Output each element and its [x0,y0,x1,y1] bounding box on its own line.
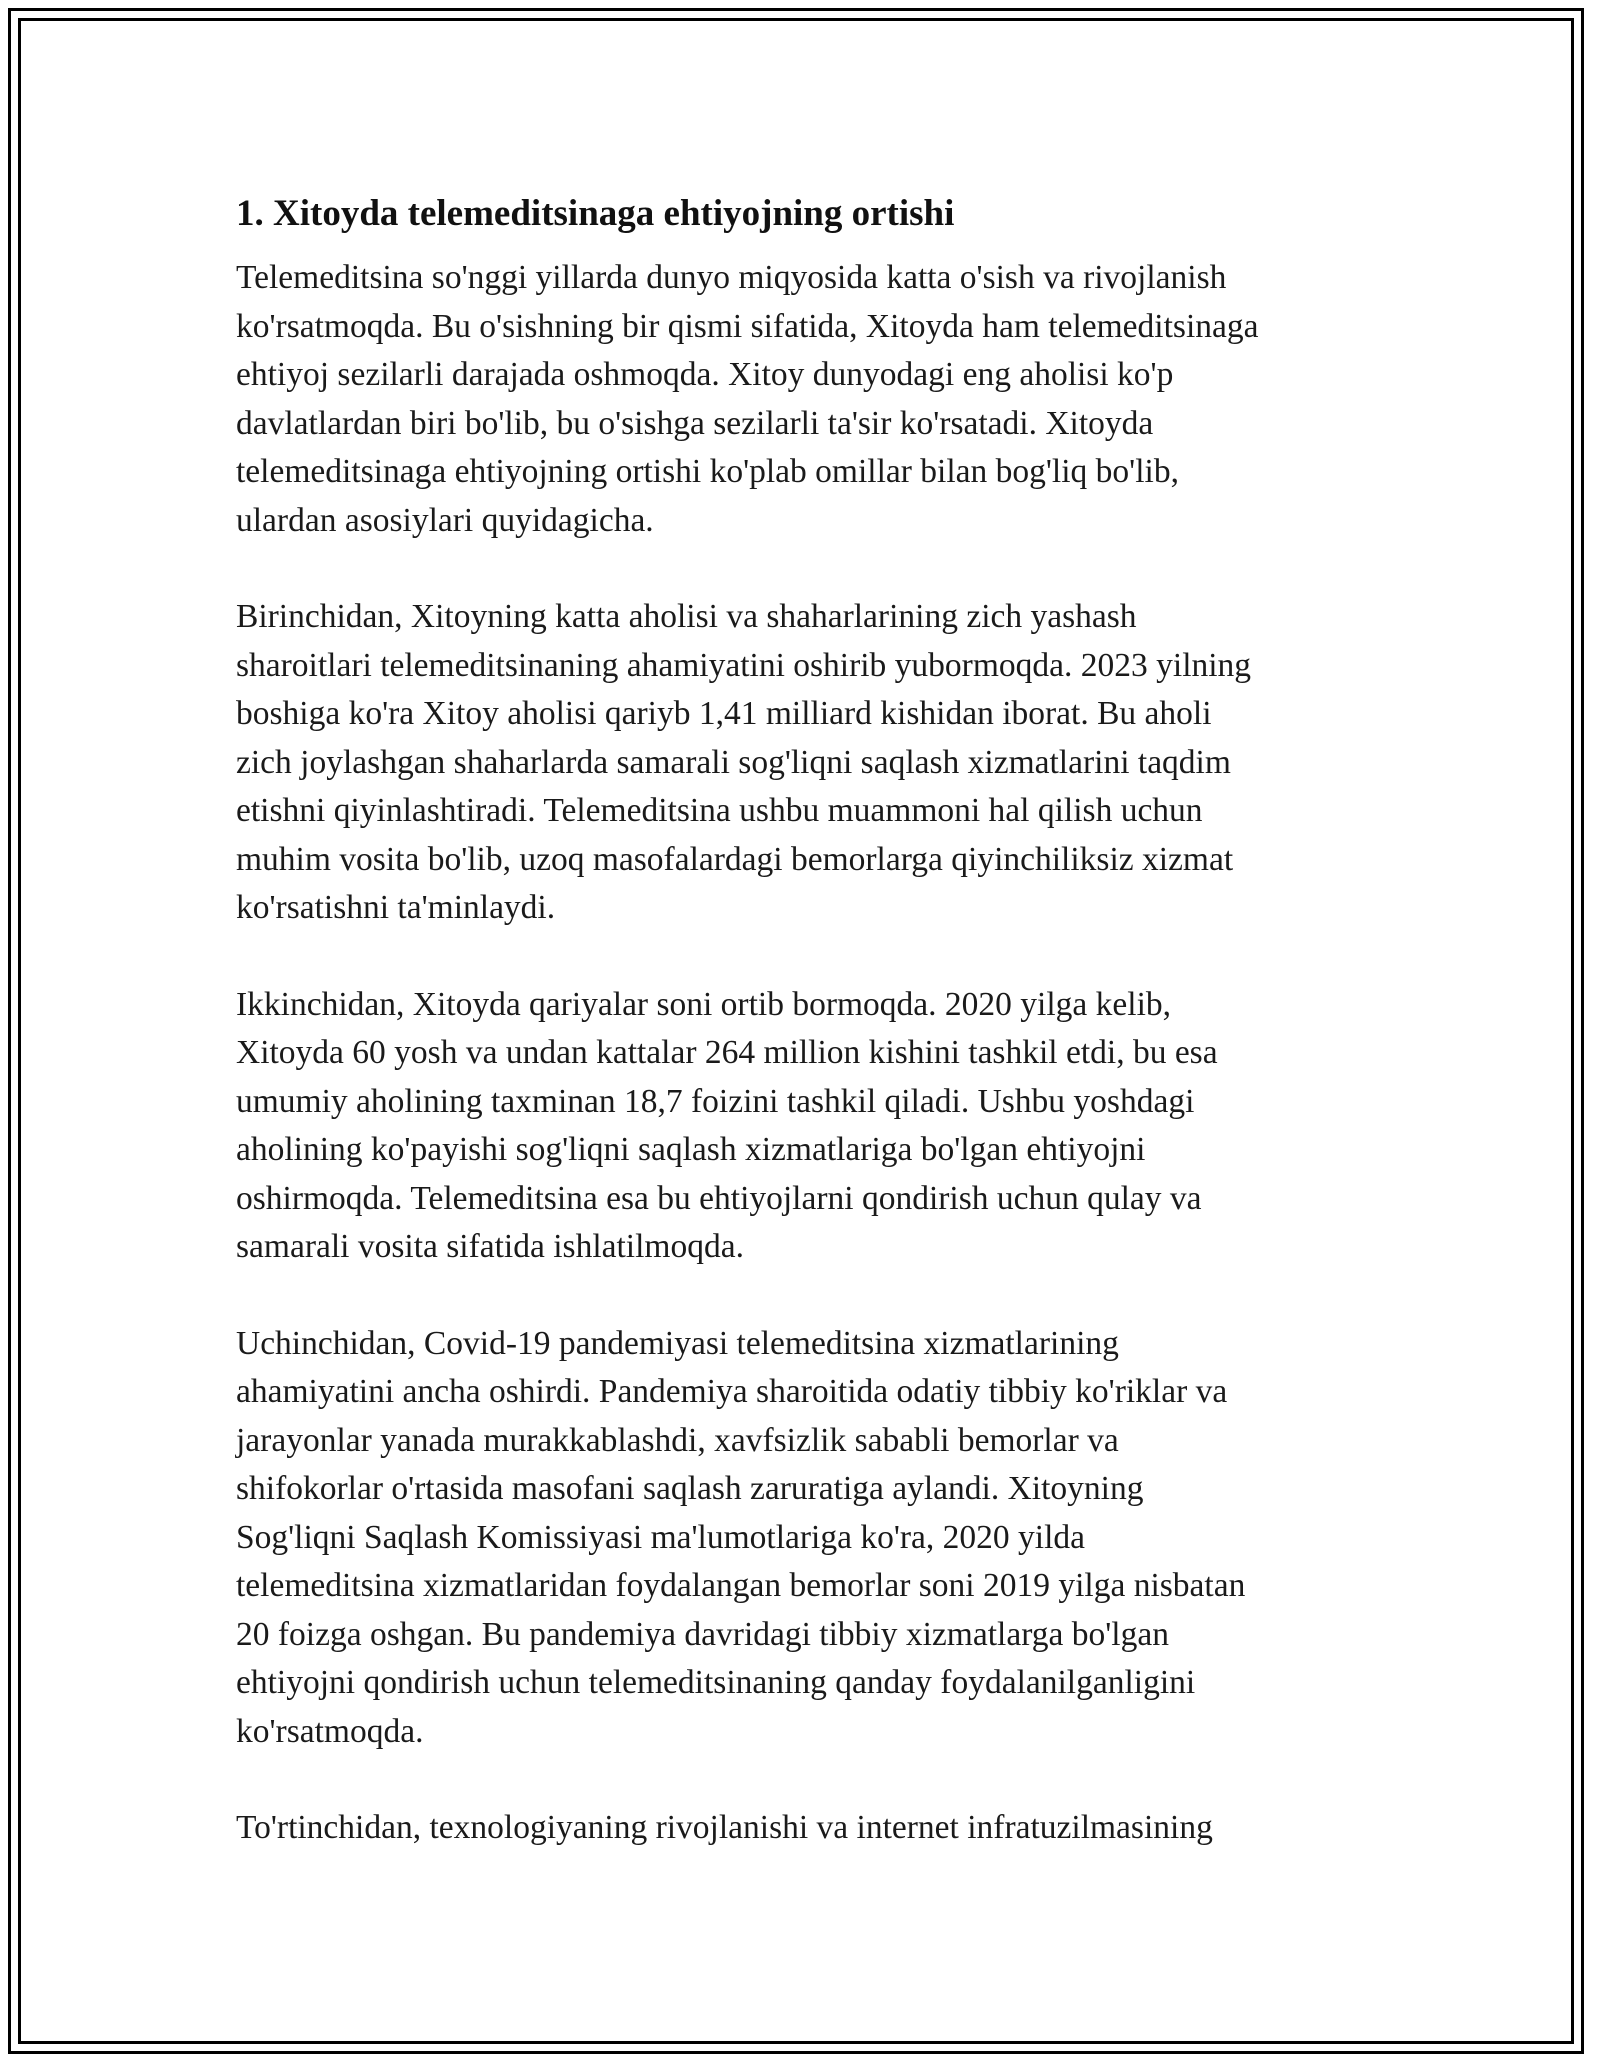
text-line: umumiy aholining taxminan 18,7 foizini tashkil qiladi. Ushbu yoshdagi [236,1082,1195,1120]
text-line: 20 foizga oshgan. Bu pandemiya davridagi tibbiy xizmatlarga bo'lgan [236,1615,1169,1653]
text-line: ulardan asosiylari quyidagicha. [236,501,654,539]
text-line: oshirmoqda. Telemeditsina esa bu ehtiyojlarni qondirish uchun qulay va [236,1179,1202,1217]
text-line: ko'rsatmoqda. Bu o'sishning bir qismi sifatida, Xitoyda ham telemeditsinaga [236,307,1259,345]
text-line: Uchinchidan, Covid-19 pandemiyasi telemeditsina xizmatlarining [236,1324,1119,1362]
text-line: ahamiyatini ancha oshirdi. Pandemiya sharoitida odatiy tibbiy ko'riklar va [236,1373,1228,1410]
paragraph-second-reason [236,981,1366,1272]
text-line: aholining ko'payishi sog'liqni saqlash xizmatlariga bo'lgan ehtiyojni [236,1131,1146,1168]
text-line: shifokorlar o'rtasida masofani saqlash zaruratiga aylandi. Xitoyning [236,1470,1144,1507]
text-line: Xitoyda 60 yosh va undan kattalar 264 million kishini tashkil etdi, bu esa [236,1034,1218,1071]
text-line: To'rtinchidan, texnologiyaning rivojlanishi va internet infratuzilmasining [236,1809,1213,1846]
text-line: Telemeditsina so'nggi yillarda dunyo miqyosida katta o'sish va rivojlanish [236,259,1227,296]
paragraph-intro [236,254,1366,545]
text-line: Ikkinchidan, Xitoyda qariyalar soni ortib bormoqda. 2020 yilga kelib, [236,985,1172,1023]
text-line: zich joylashgan shaharlarda samarali sog'liqni saqlash xizmatlarini taqdim [236,743,1231,781]
text-line: boshiga ko'ra Xitoy aholisi qariyb 1,41 milliard kishidan iborat. Bu aholi [236,695,1212,732]
text-line: samarali vosita sifatida ishlatilmoqda. [236,1228,744,1265]
document-body [236,186,1366,1901]
section-heading: 1. Xitoyda telemeditsinaga ehtiyojning ortishi [236,193,955,234]
text-line: jarayonlar yanada murakkablashdi, xavfsizlik sababli bemorlar va [236,1421,1119,1459]
text-line: davlatlardan biri bo'lib, bu o'sishga sezilarli ta'sir ko'rsatadi. Xitoyda [236,404,1154,442]
text-line: telemeditsina xizmatlaridan foydalangan bemorlar soni 2019 yilga nisbatan [236,1567,1246,1604]
text-line: telemeditsinaga ehtiyojning ortishi ko'plab omillar bilan bog'liq bo'lib, [236,453,1179,490]
text-line: ehtiyoj sezilarli darajada oshmoqda. Xitoy dunyodagi eng aholisi ko'p [236,356,1174,393]
text-line: ko'rsatishni ta'minlaydi. [236,889,556,926]
paragraph-fourth-reason [236,1804,1366,1853]
text-line: sharoitlari telemeditsinaning ahamiyatini oshirib yubormoqda. 2023 yilning [236,646,1252,684]
text-line: Birinchidan, Xitoyning katta aholisi va shaharlarining zich yashash [236,598,1137,635]
paragraph-first-reason [236,593,1366,933]
paragraph-third-reason [236,1320,1366,1757]
text-line: ehtiyojni qondirish uchun telemeditsinaning qanday foydalanilganligini [236,1664,1196,1701]
text-line: etishni qiyinlashtiradi. Telemeditsina ushbu muammoni hal qilish uchun [236,792,1203,829]
text-line: Sog'liqni Saqlash Komissiyasi ma'lumotlariga ko'ra, 2020 yilda [236,1518,1086,1556]
text-line: ko'rsatmoqda. [236,1712,424,1750]
text-line: muhim vosita bo'lib, uzoq masofalardagi bemorlarga qiyinchiliksiz xizmat [236,840,1234,878]
